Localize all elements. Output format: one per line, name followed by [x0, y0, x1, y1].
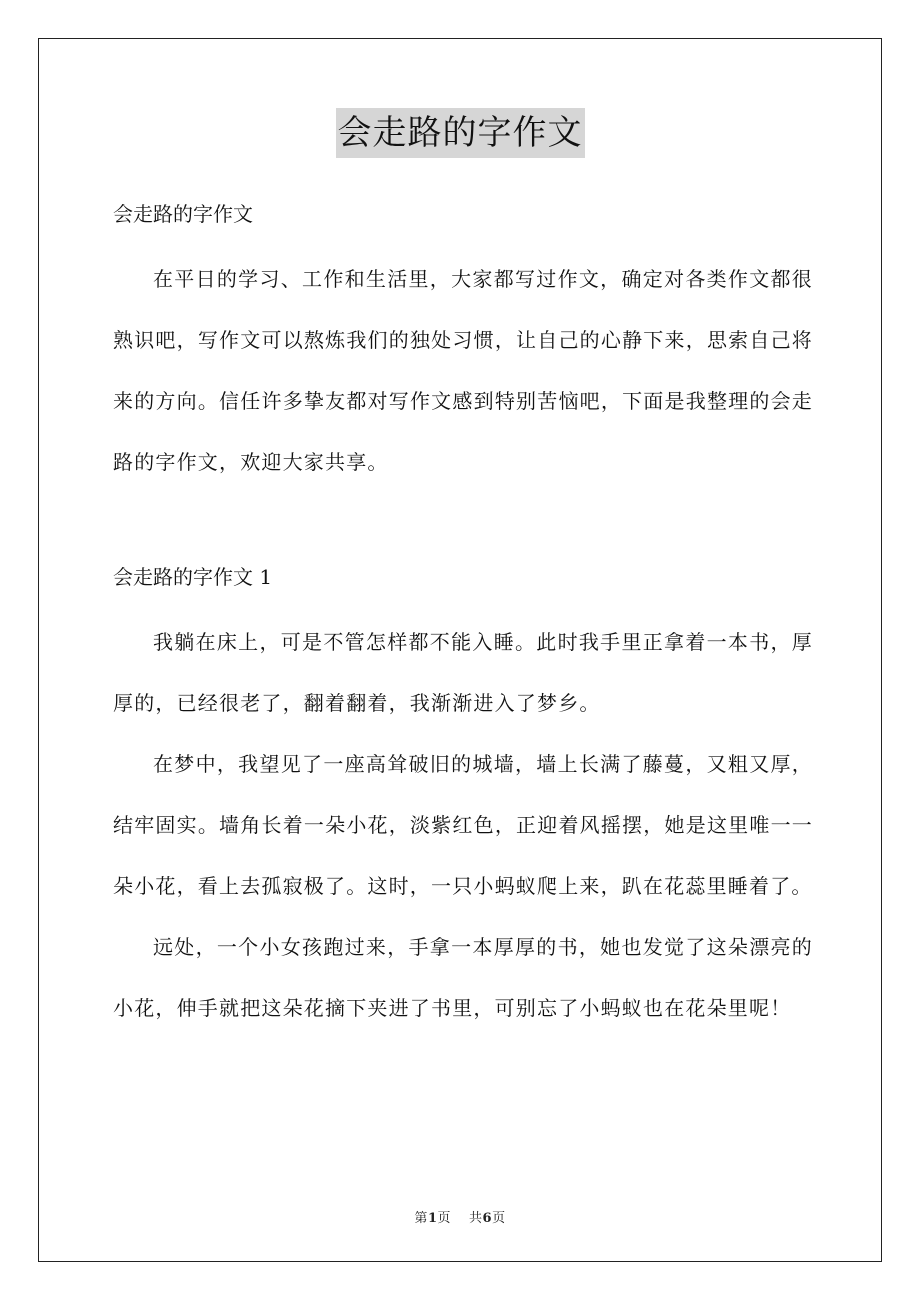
intro-paragraph: 在平日的学习、工作和生活里，大家都写过作文，确定对各类作文都很熟识吧，写作文可以熬炼我们的独处习惯，让自己的心静下来，思索自己将来的方向。信任许多挚友都对写作文感到特别苦恼吧，下面是我整理的会走路的字作文，欢迎大家共享。 — [113, 267, 813, 474]
page-prefix: 第 — [414, 1211, 428, 1226]
page-number: 1 — [427, 1211, 438, 1226]
document-title — [0, 108, 920, 158]
document-body — [113, 196, 813, 1039]
intro-heading: 会走路的字作文 — [113, 202, 253, 226]
page-footer — [0, 1207, 920, 1226]
document-title-text: 会走路的字作文 — [336, 108, 585, 158]
total-suffix: 页 — [492, 1211, 506, 1226]
section1-paragraph-1: 我躺在床上，可是不管怎样都不能入睡。此时我手里正拿着一本书，厚厚的，已经很老了，翻着翻着，我渐渐进入了梦乡。 — [113, 630, 813, 715]
page-suffix: 页 — [437, 1211, 451, 1226]
total-prefix: 共 — [469, 1211, 483, 1226]
section-spacer — [113, 493, 813, 559]
section1-paragraph-3: 远处，一个小女孩跑过来，手拿一本厚厚的书，她也发觉了这朵漂亮的小花，伸手就把这朵花摘下夹进了书里，可别忘了小蚂蚁也在花朵里呢！ — [113, 935, 813, 1020]
section1-paragraph-2: 在梦中，我望见了一座高耸破旧的城墙，墙上长满了藤蔓，又粗又厚，结牢固实。墙角长着一朵小花，淡紫红色，正迎着风摇摆，她是这里唯一一朵小花，看上去孤寂极了。这时，一只小蚂蚁爬上来，趴在花蕊里睡着了。 — [113, 752, 813, 898]
total-pages: 6 — [482, 1211, 493, 1226]
section1-heading: 会走路的字作文 1 — [113, 565, 273, 589]
